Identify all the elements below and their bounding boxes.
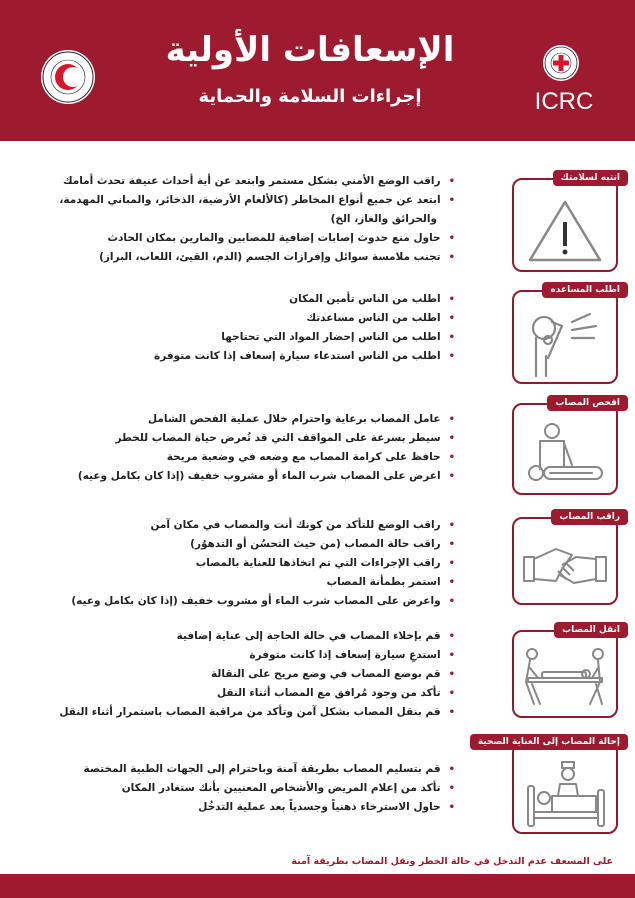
header-banner: [0, 0, 635, 141]
list-item: • قم بنقل المصاب بشكل آمن وتأكد من مراقبة المصاب باستمرار أثناء النقل: [59, 703, 455, 722]
section-tag: إحالة المصاب إلى العناية الصحية: [470, 734, 628, 750]
list-item: • اطلب من الناس استدعاء سيارة إسعاف إذا كانت متوفرة: [154, 347, 455, 366]
list-item: • استدعِ سيارة إسعاف إذا كانت متوفرة: [59, 646, 455, 665]
list-item: • استمر بطمأنة المصاب: [71, 573, 455, 592]
card-examine: [512, 398, 620, 495]
icrc-label: ICRC: [534, 88, 594, 115]
page-subtitle: إجراءات السلامة والحماية: [198, 86, 422, 107]
warning-icon: [522, 196, 608, 266]
section-list-referral: [83, 760, 455, 817]
handshake-icon: [522, 535, 608, 605]
section-tag: اطلب المساعده: [542, 282, 628, 298]
list-item: • اطلب من الناس إحضار المواد التي تحتاجها: [154, 328, 455, 347]
list-item: • واعرض على المصاب شرب الماء أو مشروب خفيف (إذا كان بكامل وعيه): [71, 592, 455, 611]
section-tag: انقل المصاب: [554, 622, 628, 638]
list-item: • راقب حالة المصاب (من حيث التحسُن أو التدهوُر): [71, 535, 455, 554]
list-item: • حافظ على كرامة المصاب مع وضعه في وضعية مريحة: [78, 448, 455, 467]
section-tag: انتبه لسلامتك: [553, 170, 628, 186]
list-item: • حاول منع حدوث إصابات إضافية للمصابين والمارين بمكان الحادث: [59, 229, 455, 248]
section-list-examine: [78, 410, 455, 486]
list-item: • سيطر بسرعة على المواقف التي قد تُعرض حياة المصاب للخطر: [78, 429, 455, 448]
list-item: • حاول الاسترخاء ذهنياً وجسدياً بعد عملية التدخُل: [83, 798, 455, 817]
list-item: • اعرض على المصاب شرب الماء أو مشروب خفيف (إذا كان بكامل وعيه): [78, 467, 455, 486]
section-tag: افحص المصاب: [547, 395, 628, 411]
section-list-monitor: [71, 516, 455, 611]
list-item: • تأكد من إعلام المريض والأشخاص المعنيين بأنك ستغادر المكان: [83, 779, 455, 798]
jordan-red-crescent-logo: [40, 49, 96, 105]
card-referral: [477, 737, 620, 834]
icrc-emblem: [542, 44, 580, 82]
list-item: • راقب الوضع للتأكد من كونك أنت والمصاب في مكان آمن: [71, 516, 455, 535]
section-tag: راقب المصاب: [551, 509, 628, 525]
card-transport: [512, 625, 620, 718]
list-item: والحرائق والغاز، الخ): [330, 213, 437, 225]
hospital-bed-icon: [522, 760, 608, 830]
page-title: الإسعافات الأولية: [165, 30, 455, 70]
footer-banner: [0, 874, 635, 898]
card-ask-help: [512, 285, 620, 384]
list-item: • قم بتسليم المصاب بطريقة آمنة وباحترام إلى الجهات الطبية المختصة: [83, 760, 455, 779]
list-item: • قم بوضع المصاب في وضع مريح على النقالة: [59, 665, 455, 684]
list-item: • اطلب من الناس مساعدتك: [154, 309, 455, 328]
list-item: • اطلب من الناس تأمين المكان: [154, 290, 455, 309]
shouting-person-icon: [522, 308, 608, 378]
card-monitor: [512, 512, 620, 605]
list-item: • راقب الوضع الأمني بشكل مستمر وابتعد عن أية أحداث عنيفة تحدث أمامك: [59, 172, 455, 191]
section-list-transport: [59, 627, 455, 722]
list-item: • قم بإخلاء المصاب في حالة الحاجة إلى عناية إضافية: [59, 627, 455, 646]
list-item: • عامل المصاب برعاية واحترام خلال عملية الفحص الشامل: [78, 410, 455, 429]
section-list-ask-help: [154, 290, 455, 366]
list-item: • راقب الإجراءات التي تم اتخاذها للعناية بالمصاب: [71, 554, 455, 573]
footer-note: على المسعف عدم التدخل في حالة الخطر ونقل المصاب بطريقة آمنة: [291, 856, 613, 867]
section-list-safety: [59, 172, 455, 267]
list-item: • تأكد من وجود مُرافق مع المصاب أثناء النقل: [59, 684, 455, 703]
card-safety: [512, 173, 620, 272]
examine-patient-icon: [522, 421, 608, 491]
list-item: • ابتعد عن جميع أنواع المخاطر (كالألغام الأرضية، الذخائر، والمباني المهدمة،: [59, 191, 455, 210]
list-item: • تجنب ملامسة سوائل وإفرازات الجسم (الدم، القيئ، اللعاب، البراز): [59, 248, 455, 267]
stretcher-icon: [522, 648, 608, 718]
